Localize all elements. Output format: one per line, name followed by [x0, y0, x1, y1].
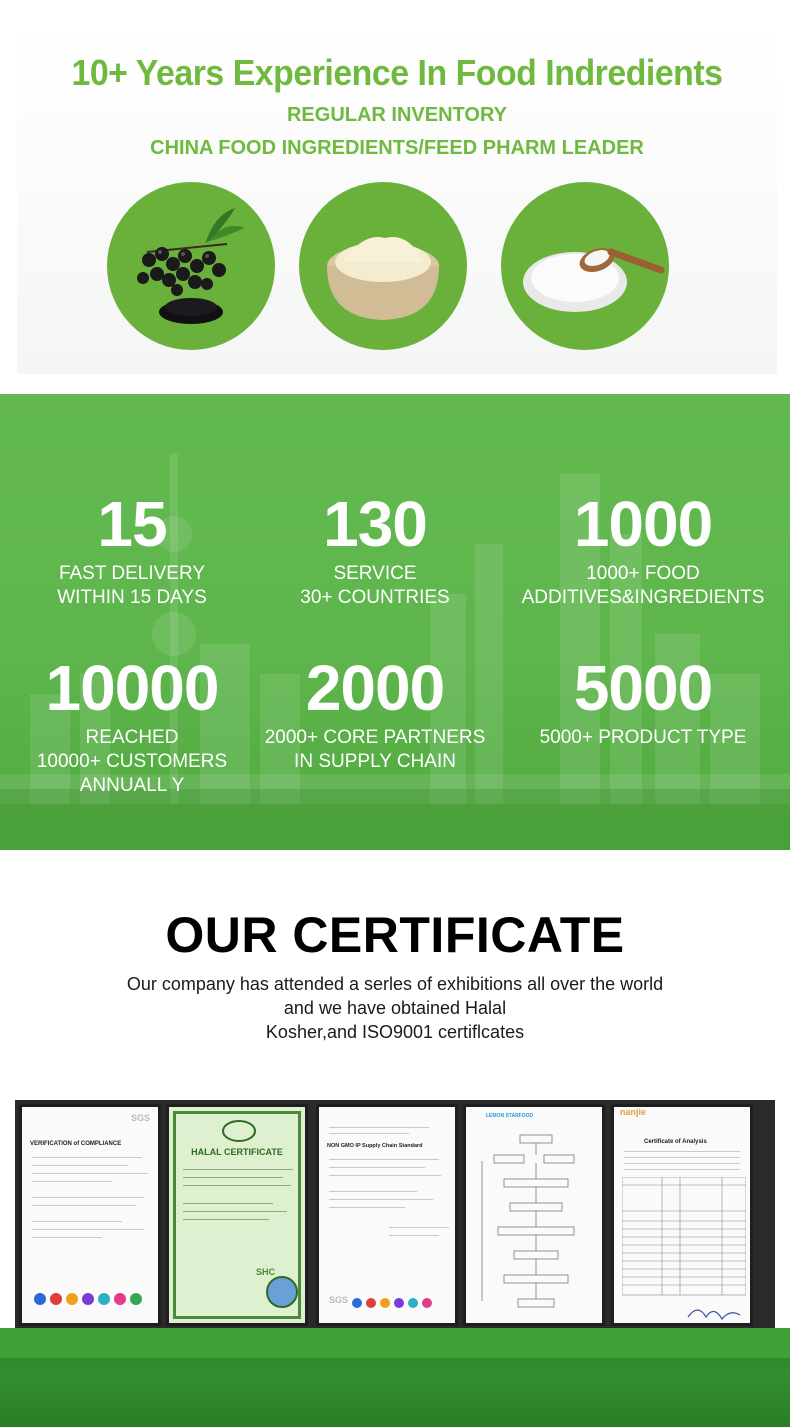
- black-berries-powder-image: [107, 182, 275, 350]
- stat-label-line: ADDITIVES&INGREDIENTS: [521, 587, 765, 608]
- display-platform-top: [0, 1328, 790, 1358]
- certificate-description-line: and we have obtained Halal: [283, 998, 507, 1018]
- cream-powder-bowl-image: [299, 182, 467, 350]
- experience-banner: [17, 22, 777, 374]
- stat-number: 130: [323, 488, 427, 560]
- sgs-logo: SGS: [130, 1113, 150, 1123]
- stat-label-line: 10000+ CUSTOMERS: [36, 751, 228, 772]
- certificate-heading: NON GMO IP Supply Chain Standard: [327, 1143, 423, 1149]
- nanjie-logo: nanjie: [620, 1107, 647, 1117]
- stat-label-line: SERVICE: [333, 563, 417, 584]
- stat-label-line: 5000+ PRODUCT TYPE: [539, 727, 747, 748]
- display-platform-base: [0, 1368, 790, 1427]
- analysis-table: [622, 1177, 746, 1297]
- stat-label-line: 1000+ FOOD: [586, 563, 700, 584]
- stat-product-types: [513, 652, 773, 750]
- banner-title: 10+ Years Experience In Food Indredients: [71, 52, 723, 93]
- certificate-description-line: Kosher,and ISO9001 certiflcates: [265, 1022, 525, 1042]
- stat-label-line: 30+ COUNTRIES: [300, 587, 450, 608]
- stat-delivery: [2, 488, 262, 610]
- certificate-heading: HALAL CERTIFICATE: [191, 1147, 283, 1157]
- stat-label: [513, 726, 773, 750]
- certificate-heading: VERIFICATION of COMPLIANCE: [30, 1141, 122, 1147]
- globe-stamp-icon: [265, 1275, 299, 1309]
- stat-number: 5000: [573, 652, 713, 724]
- stat-customers: [2, 652, 262, 798]
- white-powder-spoon-image: [501, 182, 669, 350]
- certificate-display-stage: [0, 1078, 790, 1427]
- banner-subtitle-leader: CHINA FOOD INGREDIENTS/FEED PHARM LEADER: [150, 137, 644, 159]
- certificate-non-gmo: [316, 1104, 458, 1326]
- stat-number: 10000: [45, 652, 219, 724]
- flowchart-diagram: [474, 1131, 598, 1321]
- certificate-halal: [166, 1104, 308, 1326]
- stat-label-line: IN SUPPLY CHAIN: [294, 751, 456, 772]
- stat-ingredients: [513, 488, 773, 610]
- company-stats-section: [0, 394, 790, 850]
- certificate-description-line: Our company has attended a serles of exhibitions all over the world: [126, 974, 664, 994]
- stat-label-line: 2000+ CORE PARTNERS: [264, 727, 486, 748]
- banner-subtitle-inventory: REGULAR INVENTORY: [286, 104, 508, 126]
- certificate-heading: Certificate of Analysis: [644, 1139, 707, 1145]
- stat-label: [2, 562, 262, 610]
- stat-label-line: REACHED: [85, 727, 179, 748]
- certificate-sgs-compliance: [19, 1104, 161, 1326]
- stat-label-line: WITHIN 15 DAYS: [57, 587, 207, 608]
- stat-countries: [245, 488, 505, 610]
- colorful-figures-strip: [30, 1287, 154, 1311]
- stat-label: [245, 562, 505, 610]
- stat-number: 2000: [305, 652, 445, 724]
- certificate-heading: LEMON STARFOOD: [486, 1113, 534, 1119]
- stat-number: 1000: [573, 488, 713, 560]
- colorful-figures-strip: [349, 1293, 449, 1313]
- certificate-process-flowchart: [463, 1104, 605, 1326]
- stat-label-line: ANNUALL Y: [79, 775, 185, 796]
- stat-partners: [245, 652, 505, 774]
- halal-logo-icon: [221, 1119, 257, 1143]
- signature-icon: [684, 1303, 744, 1323]
- stat-label: [245, 726, 505, 774]
- stat-label: [2, 726, 262, 798]
- stat-label: [513, 562, 773, 610]
- stat-number: 15: [97, 488, 167, 560]
- shc-logo: SHC: [255, 1267, 275, 1277]
- certificate-title: OUR CERTIFICATE: [165, 907, 625, 963]
- stat-label-line: FAST DELIVERY: [58, 563, 206, 584]
- sgs-logo: SGS: [329, 1295, 349, 1305]
- certificate-description: [0, 972, 790, 1044]
- certificate-of-analysis: [611, 1104, 753, 1326]
